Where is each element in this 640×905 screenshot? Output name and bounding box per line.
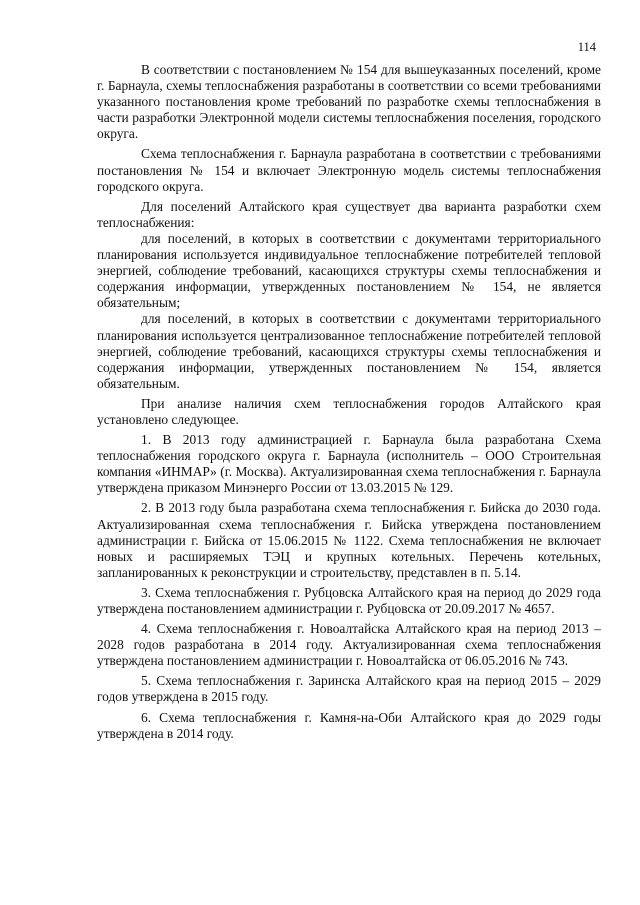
document-body [97, 62, 601, 742]
list-item-zarinsk: 5. Схема теплоснабжения г. Заринска Алтайского края на период 2015 – 2029 годов утверждена в 2015 году. [97, 673, 601, 705]
list-item-barnaul: 1. В 2013 году администрацией г. Барнаула была разработана Схема теплоснабжения городского округа г. Барнаула (исполнитель – ООО Строительная компания «ИНМАР» (г. Москва). Актуализированная схема теплоснабжения г. Барнаула утверждена приказом Минэнерго России от 13.03.2015 № 129. [97, 432, 601, 496]
paragraph-postanovlenie-154: В соответствии с постановлением № 154 для вышеуказанных поселений, кроме г. Барнаула, схемы теплоснабжения разработаны в соответствии со всеми требованиями указанного постановления кроме требований по разработке схемы теплоснабжения в части разработки Электронной модели системы теплоснабжения поселения, городского округа. [97, 62, 601, 142]
paragraph-variant-individual: для поселений, в которых в соответствии с документами территориального планирования используется индивидуальное теплоснабжение потребителей тепловой энергией, соблюдение требований, касающихся структуры схемы теплоснабжения и содержания информации, утвержденных постановлением № 154, не является обязательным; [97, 230, 601, 311]
page-number: 114 [577, 40, 596, 54]
paragraph-barnaul-scheme: Схема теплоснабжения г. Барнаула разработана в соответствии с требованиями постановления № 154 и включает Электронную модель системы теплоснабжения городского округа. [97, 146, 601, 194]
list-item-biysk: 2. В 2013 году была разработана схема теплоснабжения г. Бийска до 2030 года. Актуализированная схема теплоснабжения г. Бийска утверждена постановлением администрации г. Бийска от 15.06.2015 № 1122. Схема теплоснабжения не включает новых и расширяемых ТЭЦ и крупных котельных. Перечень котельных, запланированных к реконструкции и строительству, представлен в п. 5.14. [97, 500, 601, 580]
list-item-kamen-na-obi: 6. Схема теплоснабжения г. Камня-на-Оби Алтайского края до 2029 годы утверждена в 2014 году. [97, 709, 601, 741]
list-item-novoaltaysk: 4. Схема теплоснабжения г. Новоалтайска Алтайского края на период 2013 – 2028 годов разработана в 2014 году. Актуализированная схема теплоснабжения утверждена постановлением администрации г. Новоалтайска от 06.05.2016 № 743. [97, 621, 601, 669]
list-item-rubtsovsk: 3. Схема теплоснабжения г. Рубцовска Алтайского края на период до 2029 года утверждена постановлением администрации г. Рубцовска от 20.09.2017 № 4657. [97, 584, 601, 616]
paragraph-analysis-intro: При анализе наличия схем теплоснабжения городов Алтайского края установлено следующее. [97, 395, 601, 427]
paragraph-variant-centralized: для поселений, в которых в соответствии с документами территориального планирования используется централизованное теплоснабжение потребителей тепловой энергией, соблюдение требований, касающихся структуры схемы теплоснабжения и содержания информации, утвержденных постановлением № 154, является обязательным. [97, 311, 601, 391]
paragraph-two-variants: Для поселений Алтайского края существует два варианта разработки схем теплоснабжения: [97, 198, 601, 230]
